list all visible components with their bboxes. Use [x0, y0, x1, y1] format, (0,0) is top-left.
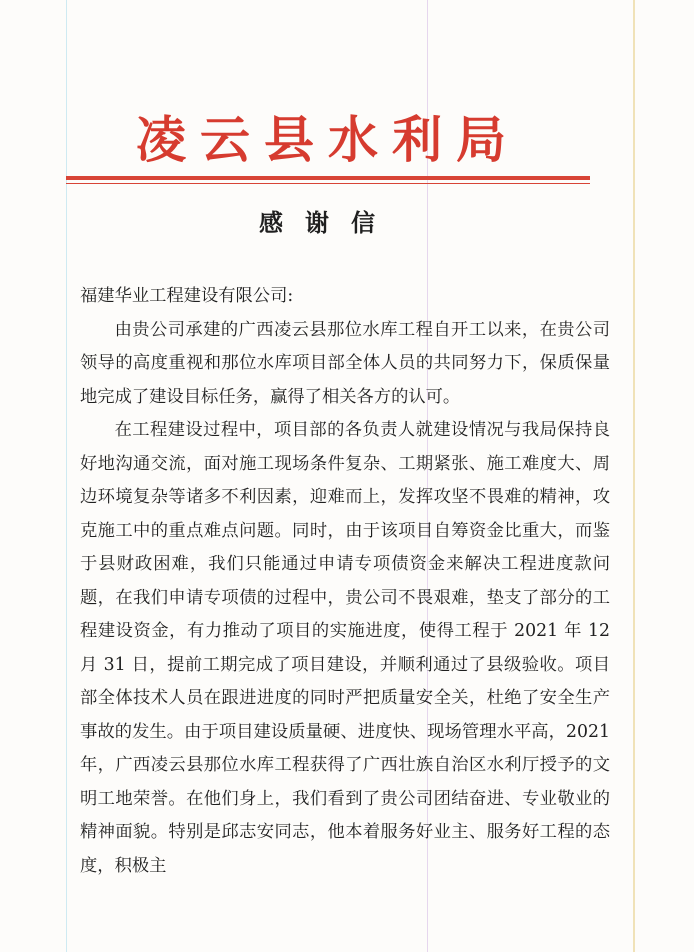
- paragraph-2: 在工程建设过程中，项目部的各负责人就建设情况与我局保持良好地沟通交流，面对施工现场条件复杂、工期紧张、施工难度大、周边环境复杂等诸多不利因素，迎难而上，发挥攻坚不畏难的精神，攻克施工中的重点难点问题。同时，由于该项目自筹资金比重大，而鉴于县财政困难，我们只能通过申请专项债资金来解决工程进度款问题，在我们申请专项债的过程中，贵公司不畏艰难，垫支了部分的工程建设资金，有力推动了项目的实施进度，使得工程于 2021 年 12 月 31 日，提前工期完成了项目建设，并顺利通过了县级验收。项目部全体技术人员在跟进进度的同时严把质量安全关，杜绝了安全生产事故的发生。由于项目建设质量硬、进度快、现场管理水平高，2021 年，广西凌云县那位水库工程获得了广西壮族自治区水利厅授予的文明工地荣誉。在他们身上，我们看到了贵公司团结奋进、专业敬业的精神面貌。特别是邱志安同志，他本着服务好业主、服务好工程的态度，积极主: [80, 420, 610, 876]
- paragraph-1: 由贵公司承建的广西凌云县那位水库工程自开工以来，在贵公司领导的高度重视和那位水库项目部全体人员的共同努力下，保质保量地完成了建设目标任务，赢得了相关各方的认可。: [80, 319, 610, 407]
- letterhead: [66, 110, 590, 170]
- salutation: 福建华业工程建设有限公司:: [80, 286, 294, 306]
- letter-body: [80, 280, 610, 883]
- scan-guide-line-right: [633, 0, 635, 952]
- letterhead-rule-thin: [66, 183, 590, 184]
- letterhead-org-name: 凌云县水利局: [136, 110, 520, 169]
- letterhead-rule-thick: [66, 176, 590, 180]
- letter-title: 感谢信: [259, 208, 397, 237]
